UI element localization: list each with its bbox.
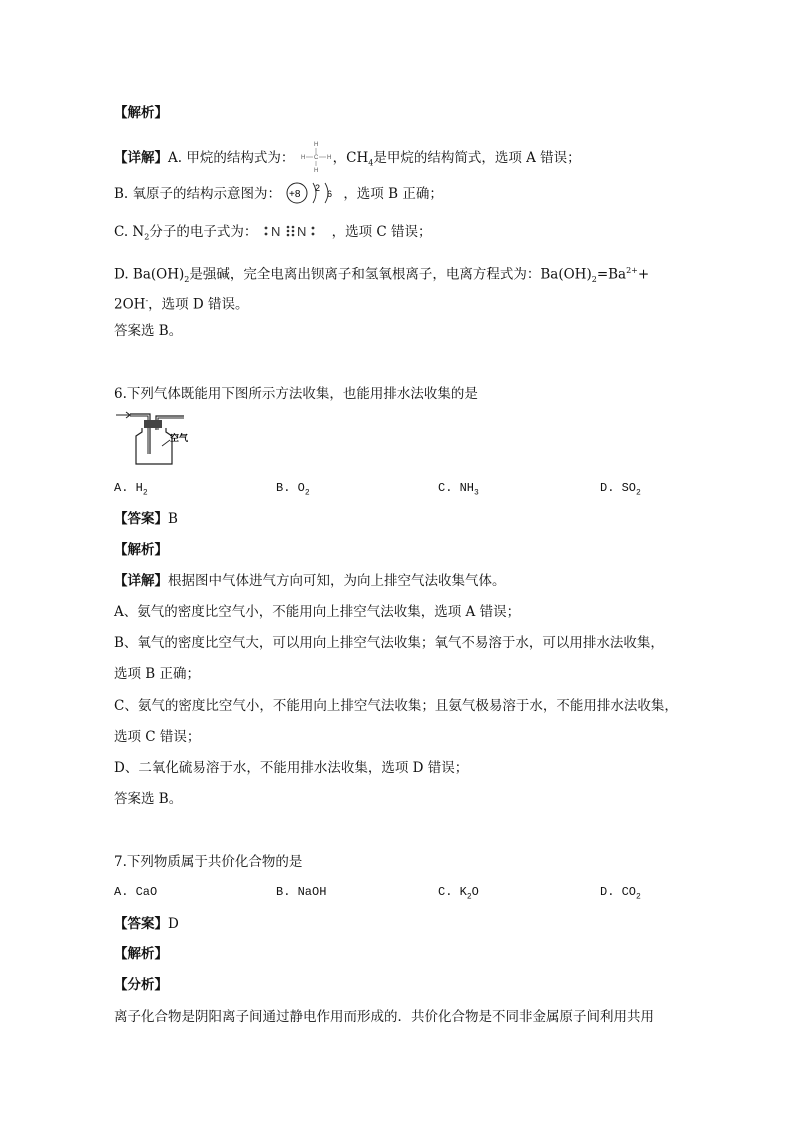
q7-option-c[interactable]: C. $K_2O$ [438,885,479,902]
nitrogen-electron-formula-icon [262,222,332,240]
q7-answer: 【答案】D [114,916,179,932]
svg-text:H: H [326,155,331,161]
q6-gas-collection-figure [114,408,204,468]
q6-jiexi-heading: 【解析】 [114,542,168,558]
q5-option-d-analysis-line1: D. $Ba(OH)_2$是强碱，完全电离出钡离子和氢氧根离子，电离方程式为：$Ba(OH)_2=Ba^{2+}+$ [114,266,650,285]
svg-text:H: H [300,155,305,161]
q6-option-a[interactable]: A. $H_2$ [114,481,148,498]
q7-option-a[interactable]: A. CaO [114,885,158,899]
q7-option-b[interactable]: B. NaOH [276,885,327,899]
svg-text:C: C [313,155,318,161]
shell2-electrons: 6 [327,189,333,199]
q6-option-b[interactable]: B. $O_2$ [276,481,310,498]
q6-option-d[interactable]: D. $SO_2$ [600,481,641,498]
q6-analysis-d: D、二氧化硫易溶于水，不能用排水法收集，选项 D 错误； [114,760,469,776]
q6-analysis-c-line1: C、氨气的密度比空气小，不能用向上排空气法收集；且氨气极易溶于水，不能用排水法收集， [114,698,678,714]
q6-conclusion: 答案选 B。 [114,791,183,807]
q6-analysis-b-line2: 选项 B 正确； [114,666,201,682]
q6-option-c[interactable]: C. $NH_3$ [438,481,479,498]
oxygen-atom-structure-icon [285,180,343,206]
q5-option-b-analysis: B. 氧原子的结构示意图为： +8 2 6 ，选项 B 正确； [114,180,443,206]
gas-bottle-apparatus-icon [114,408,204,468]
svg-text:N: N [270,224,281,239]
svg-text:H: H [313,168,318,174]
q6-answer: 【答案】B [114,511,178,527]
q7-analysis-text: 离子化合物是阴阳离子间通过静电作用而形成的．共价化合物是不同非金属原子间利用共用 [114,1009,654,1025]
q5-answer: 答案选 B。 [114,323,183,339]
q6-analysis-b-line1: B、氧气的密度比空气大，可以用向上排空气法收集；氧气不易溶于水，可以用排水法收集， [114,635,664,651]
shell1-electrons: 2 [315,183,321,193]
q5-detail-tag: 【详解】 [114,150,168,166]
q6-detail: 【详解】根据图中气体进气方向可知，为向上排空气法收集气体。 [114,573,506,589]
q7-question: 7.下列物质属于共价化合物的是 [114,854,303,870]
q6-question: 6.下列气体既能用下图所示方法收集，也能用排水法收集的是 [114,386,478,402]
nucleus-charge-label: +8 [289,189,301,200]
q6-analysis-c-line2: 选项 C 错误； [114,729,201,745]
q5-option-d-analysis-line2: 2OH-，选项 D 错误。 [114,296,249,313]
q5-option-a-analysis: 【详解】A. 甲烷的结构式为： H H H H C ，$CH_4$是甲烷的结构简式，选项 A 错误； [114,142,581,174]
q5-option-c-analysis: C. $N_2$分子的电子式为： N N ，选项 C 错误； [114,224,432,242]
methane-structure-icon [299,140,333,174]
q7-option-d[interactable]: D. $CO_2$ [600,885,641,902]
q7-analysis-heading: 【分析】 [114,977,168,993]
svg-text:H: H [313,142,318,148]
air-label: 空气 [170,434,189,444]
svg-text:N: N [296,224,307,239]
q7-jiexi-heading: 【解析】 [114,946,168,962]
q5-jiexi-heading: 【解析】 [114,105,168,121]
q6-analysis-a: A、氨气的密度比空气小，不能用向上排空气法收集，选项 A 错误； [114,604,521,620]
